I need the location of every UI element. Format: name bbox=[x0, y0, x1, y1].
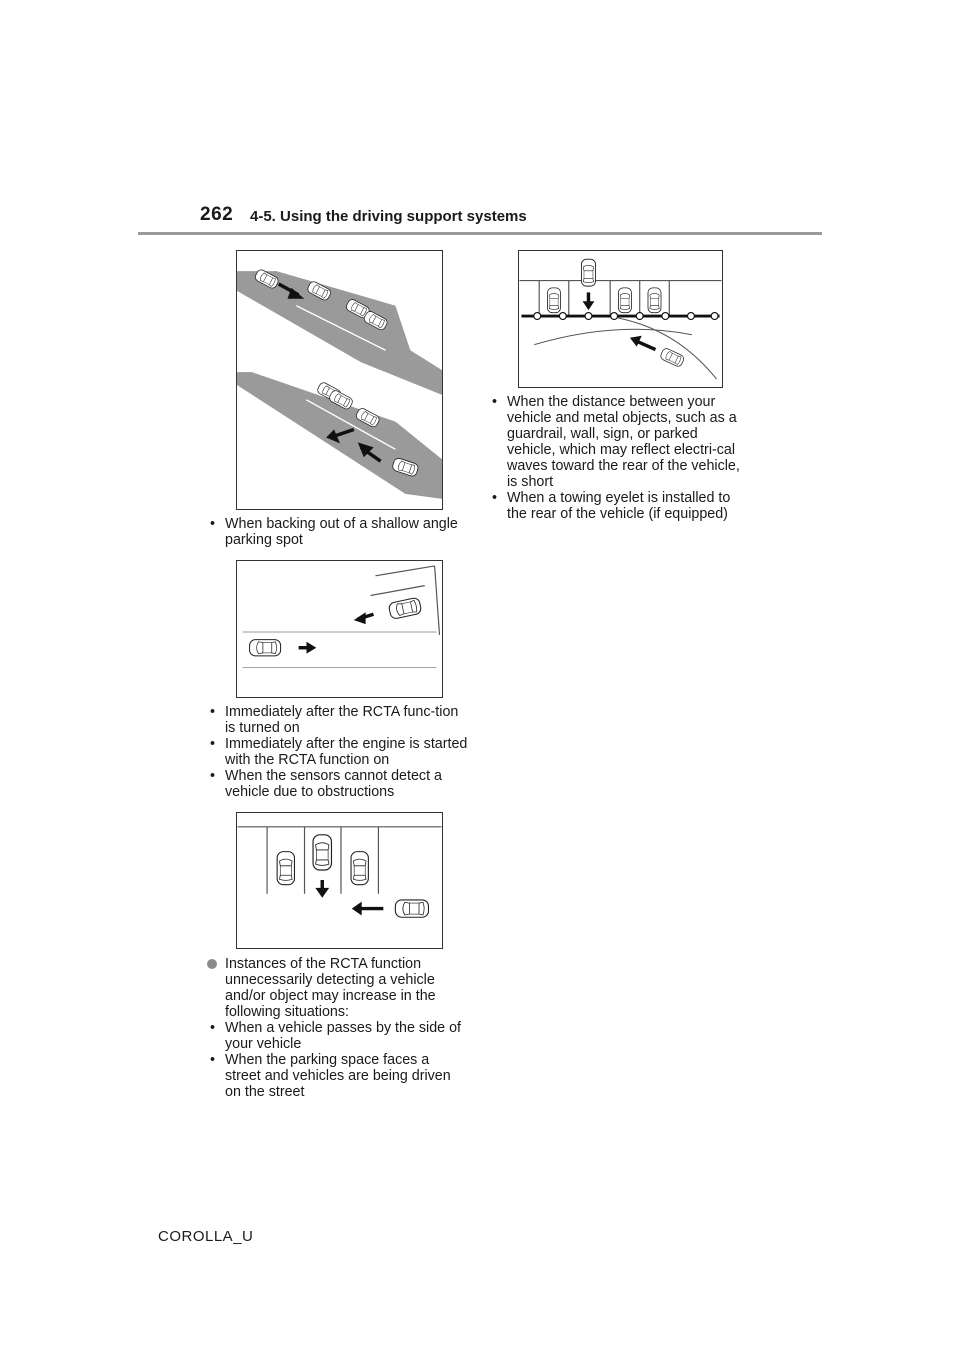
list-item: • When a towing eyelet is installed to the rear of the vehicle (if equipped) bbox=[488, 490, 750, 522]
figure-guardrail-parking bbox=[518, 250, 723, 388]
list-item: • When the distance between your vehicle and metal objects, such as a guardrail, wall, sign, or parked vehicle, which may reflect electri-cal waves toward the rear of the vehicle, is short bbox=[488, 394, 750, 490]
list-item: • Immediately after the engine is started with the RCTA function on bbox=[206, 736, 468, 768]
arrow-icon bbox=[306, 642, 316, 654]
section-title: 4-5. Using the driving support systems bbox=[250, 208, 527, 225]
list-item: • When a vehicle passes by the side of your vehicle bbox=[206, 1020, 468, 1052]
right-bullet-list bbox=[488, 394, 750, 522]
arrow-icon bbox=[352, 902, 362, 916]
list-item: • When the sensors cannot detect a vehicle due to obstructions bbox=[206, 768, 468, 800]
arrow-icon bbox=[315, 888, 329, 898]
vehicle-icon bbox=[313, 835, 331, 870]
vehicle-icon bbox=[618, 288, 631, 313]
vehicle-icon bbox=[351, 852, 368, 885]
arrow-icon bbox=[583, 301, 595, 310]
note-bullet-icon bbox=[207, 959, 217, 969]
figure-parking-lot-cross-traffic bbox=[236, 812, 443, 949]
vehicle-icon bbox=[388, 597, 422, 619]
vehicle-icon bbox=[395, 900, 428, 917]
list-item: • When backing out of a shallow angle parking spot bbox=[206, 516, 468, 548]
list-item: • When the parking space faces a street and vehicles are being driven on the street bbox=[206, 1052, 468, 1100]
figure-angled-parking-backout bbox=[236, 560, 443, 698]
note-section bbox=[206, 956, 468, 1100]
vehicle-icon bbox=[581, 259, 595, 286]
vehicle-icon bbox=[277, 852, 294, 885]
fig2-bullet-list bbox=[206, 704, 468, 800]
note-text: Instances of the RCTA function unnecessarily detecting a vehicle and/or object may increase in the following situations: bbox=[225, 956, 436, 1020]
footer-model-code: COROLLA_U bbox=[158, 1228, 254, 1245]
header-rule bbox=[138, 232, 822, 235]
vehicle-icon bbox=[648, 288, 661, 313]
vehicle-icon bbox=[547, 288, 560, 313]
figure-shallow-angle-parking bbox=[236, 250, 443, 510]
vehicle-icon bbox=[659, 347, 685, 367]
arrow-icon bbox=[354, 612, 366, 624]
vehicle-icon bbox=[250, 640, 281, 656]
list-item: • Immediately after the RCTA func-tion is turned on bbox=[206, 704, 468, 736]
page-number: 262 bbox=[200, 204, 234, 225]
fig1-bullet-list bbox=[206, 516, 468, 548]
